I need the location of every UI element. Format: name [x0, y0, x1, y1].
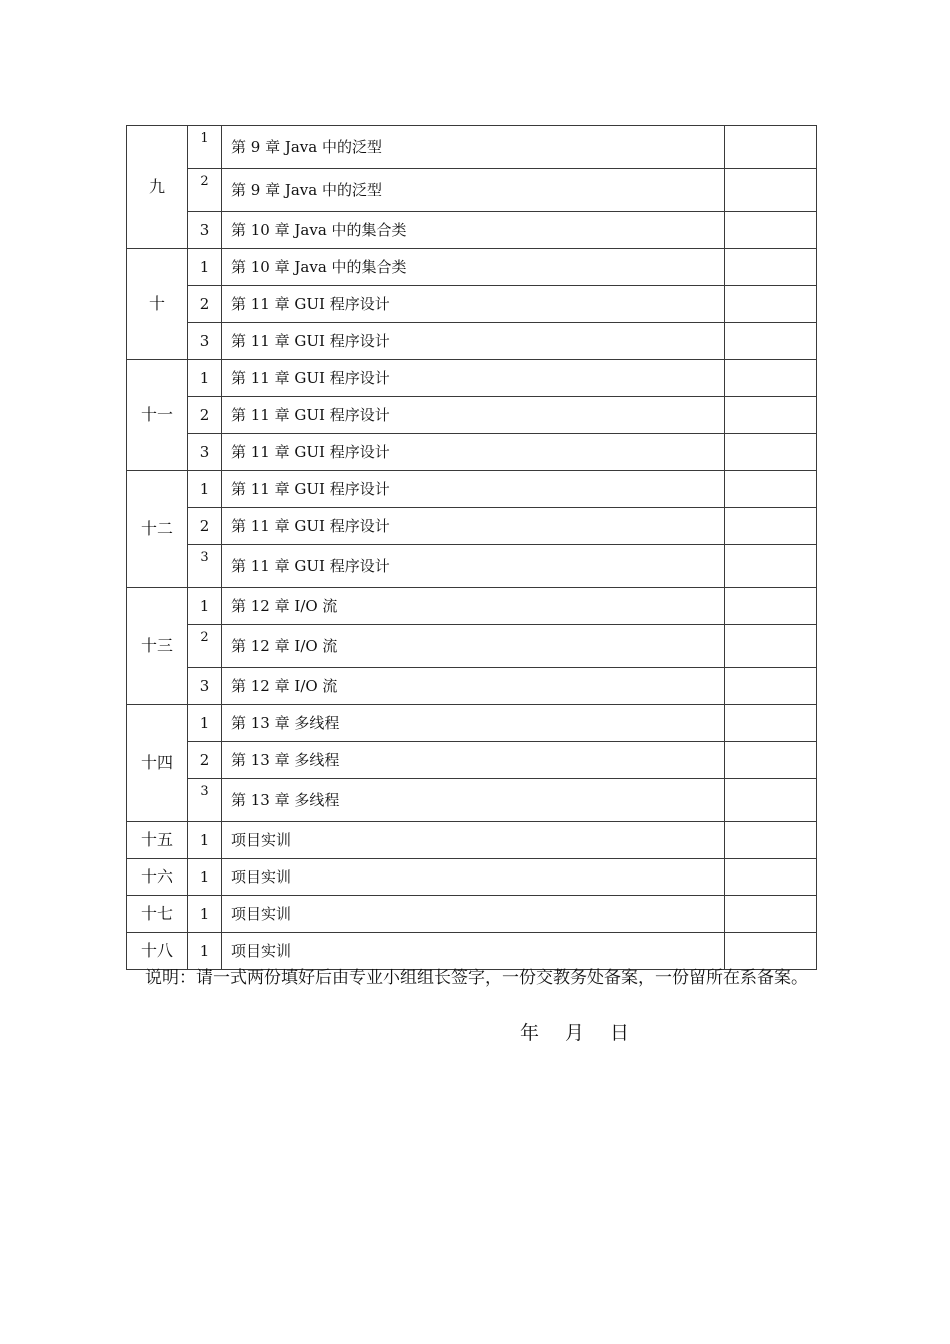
- remark-cell: [725, 933, 817, 970]
- schedule-table-body: [127, 126, 817, 970]
- remark-cell: [725, 360, 817, 397]
- remark-cell: [725, 471, 817, 508]
- session-cell: 1: [188, 933, 222, 970]
- table-row: [127, 896, 817, 933]
- table-row: [127, 126, 817, 169]
- week-cell: 十六: [127, 859, 188, 896]
- content-cell: 第 11 章 GUI 程序设计: [222, 360, 725, 397]
- content-cell: 第 11 章 GUI 程序设计: [222, 323, 725, 360]
- remark-cell: [725, 588, 817, 625]
- table-row: [127, 212, 817, 249]
- week-cell: 十三: [127, 588, 188, 705]
- content-cell: 第 11 章 GUI 程序设计: [222, 508, 725, 545]
- date-line: [520, 1018, 629, 1045]
- remark-cell: [725, 545, 817, 588]
- session-cell: 2: [188, 508, 222, 545]
- remark-cell: [725, 508, 817, 545]
- session-cell: 3: [188, 434, 222, 471]
- remark-cell: [725, 434, 817, 471]
- date-day-label: 日: [610, 1022, 630, 1044]
- table-row: [127, 668, 817, 705]
- content-cell: 第 12 章 I/O 流: [222, 668, 725, 705]
- remark-cell: [725, 625, 817, 668]
- content-cell: 第 12 章 I/O 流: [222, 625, 725, 668]
- session-cell: 3: [188, 668, 222, 705]
- session-cell: 3: [188, 779, 222, 822]
- session-cell: 1: [188, 822, 222, 859]
- session-cell: 1: [188, 859, 222, 896]
- session-cell: 1: [188, 588, 222, 625]
- remark-cell: [725, 668, 817, 705]
- table-row: [127, 822, 817, 859]
- content-cell: 第 12 章 I/O 流: [222, 588, 725, 625]
- session-cell: 1: [188, 471, 222, 508]
- session-cell: 2: [188, 286, 222, 323]
- remark-cell: [725, 169, 817, 212]
- session-cell: 2: [188, 625, 222, 668]
- session-cell: 3: [188, 323, 222, 360]
- table-row: [127, 434, 817, 471]
- session-cell: 2: [188, 397, 222, 434]
- session-cell: 1: [188, 249, 222, 286]
- session-cell: 1: [188, 705, 222, 742]
- table-row: [127, 705, 817, 742]
- content-cell: 第 11 章 GUI 程序设计: [222, 545, 725, 588]
- remark-cell: [725, 742, 817, 779]
- remark-cell: [725, 397, 817, 434]
- week-cell: 十一: [127, 360, 188, 471]
- content-cell: 项目实训: [222, 859, 725, 896]
- table-row: [127, 286, 817, 323]
- content-cell: 第 13 章 多线程: [222, 779, 725, 822]
- table-row: [127, 360, 817, 397]
- session-cell: 1: [188, 896, 222, 933]
- remark-cell: [725, 896, 817, 933]
- remark-cell: [725, 859, 817, 896]
- date-year-label: 年: [520, 1022, 540, 1044]
- session-cell: 3: [188, 545, 222, 588]
- table-row: [127, 323, 817, 360]
- week-cell: 九: [127, 126, 188, 249]
- teaching-schedule-table: [126, 125, 817, 970]
- remark-cell: [725, 323, 817, 360]
- content-cell: 项目实训: [222, 822, 725, 859]
- content-cell: 第 13 章 多线程: [222, 705, 725, 742]
- content-cell: 第 10 章 Java 中的集合类: [222, 249, 725, 286]
- table-row: [127, 779, 817, 822]
- content-cell: 第 13 章 多线程: [222, 742, 725, 779]
- table-row: [127, 397, 817, 434]
- content-cell: 第 9 章 Java 中的泛型: [222, 126, 725, 169]
- content-cell: 第 11 章 GUI 程序设计: [222, 397, 725, 434]
- remark-cell: [725, 126, 817, 169]
- week-cell: 十四: [127, 705, 188, 822]
- remark-cell: [725, 779, 817, 822]
- instruction-note: 说明：请一式两份填好后由专业小组组长签字，一份交教务处备案，一份留所在系备案。: [145, 968, 808, 988]
- table-row: [127, 742, 817, 779]
- week-cell: 十二: [127, 471, 188, 588]
- session-cell: 1: [188, 360, 222, 397]
- remark-cell: [725, 212, 817, 249]
- content-cell: 第 9 章 Java 中的泛型: [222, 169, 725, 212]
- table-row: [127, 859, 817, 896]
- week-cell: 十七: [127, 896, 188, 933]
- remark-cell: [725, 822, 817, 859]
- table-row: [127, 471, 817, 508]
- session-cell: 3: [188, 212, 222, 249]
- content-cell: 项目实训: [222, 933, 725, 970]
- table-row: [127, 169, 817, 212]
- remark-cell: [725, 249, 817, 286]
- table-row: [127, 545, 817, 588]
- content-cell: 项目实训: [222, 896, 725, 933]
- week-cell: 十: [127, 249, 188, 360]
- content-cell: 第 11 章 GUI 程序设计: [222, 434, 725, 471]
- session-cell: 2: [188, 169, 222, 212]
- remark-cell: [725, 286, 817, 323]
- session-cell: 2: [188, 742, 222, 779]
- date-month-label: 月: [565, 1022, 585, 1044]
- table-row: [127, 588, 817, 625]
- table-row: [127, 625, 817, 668]
- content-cell: 第 10 章 Java 中的集合类: [222, 212, 725, 249]
- table-row: [127, 249, 817, 286]
- content-cell: 第 11 章 GUI 程序设计: [222, 471, 725, 508]
- week-cell: 十八: [127, 933, 188, 970]
- session-cell: 1: [188, 126, 222, 169]
- content-cell: 第 11 章 GUI 程序设计: [222, 286, 725, 323]
- table-row: [127, 933, 817, 970]
- week-cell: 十五: [127, 822, 188, 859]
- remark-cell: [725, 705, 817, 742]
- table-row: [127, 508, 817, 545]
